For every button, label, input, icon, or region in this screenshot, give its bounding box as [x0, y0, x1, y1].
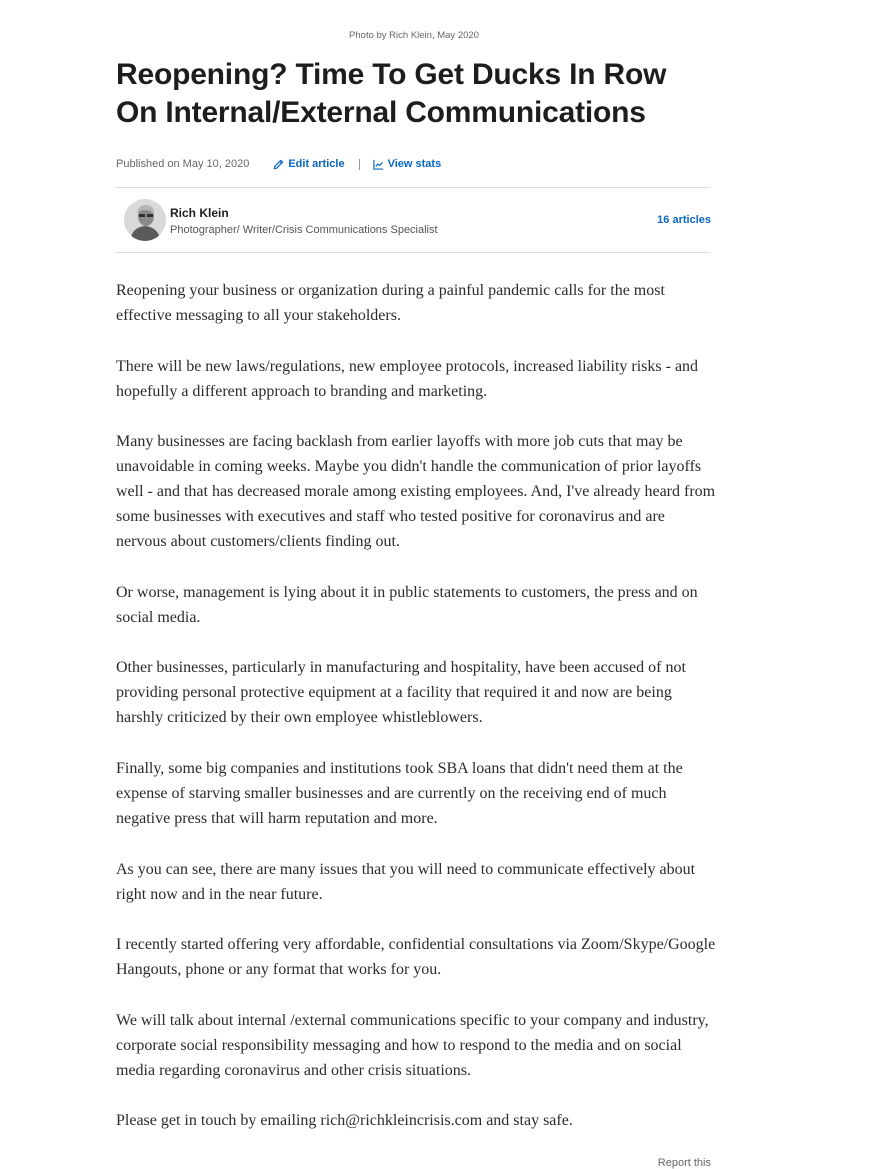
edit-article-link[interactable] [273, 158, 344, 170]
report-link[interactable]: Report this [657, 1157, 711, 1169]
edit-article-label: Edit article [288, 158, 345, 170]
body-paragraph: Or worse, management is lying about it in public statements to customers, the press and on social media. [116, 583, 698, 626]
author-card [116, 187, 711, 253]
pencil-icon [273, 159, 284, 170]
body-paragraph: Reopening your business or organization during a painful pandemic calls for the most effective messaging to all your stakeholders. [116, 282, 665, 324]
body-paragraph: Other businesses, particularly in manufacturing and hospitality, have been accused of not providing personal protective equipment at a facility that required it and now are being harshly criticized by their own employee whistleblowers. [116, 659, 686, 727]
view-stats-link[interactable] [373, 158, 442, 170]
body-paragraph: There will be new laws/regulations, new employee protocols, increased liability risks - and hopefully a different approach to branding and marketing. [116, 357, 699, 400]
published-date: Published on May 10, 2020 [116, 158, 250, 170]
article-body [116, 278, 716, 1159]
body-paragraph: As you can see, there are many issues that you will need to communicate effectively about right now and in the near future. [116, 860, 696, 903]
view-stats-label: View stats [387, 158, 442, 170]
author-avatar[interactable] [124, 199, 166, 241]
body-paragraph: I recently started offering very affordable, confidential consultations via Zoom/Skype/Google Hangouts, phone or any format that works for you. [116, 936, 716, 979]
author-name[interactable]: Rich Klein [170, 206, 229, 220]
meta-divider [359, 159, 360, 170]
chart-line-icon [373, 159, 384, 170]
article-title: Reopening? Time To Get Ducks In Row On Internal/External Communications [116, 58, 667, 129]
author-articles-link[interactable]: 16 articles [657, 214, 711, 226]
body-paragraph: Finally, some big companies and institutions took SBA loans that didn't need them at the expense of starving smaller businesses and are currently on the receiving end of much negative press that will harm reputation and more. [116, 759, 683, 827]
photo-credit: Photo by Rich Klein, May 2020 [349, 30, 479, 41]
avatar-photo-icon [124, 199, 166, 241]
article-meta [116, 157, 441, 171]
body-paragraph: We will talk about internal /external communications specific to your company and industry, corporate social responsibility messaging and how to respond to the media and on social media regarding coronavirus and other crisis situations. [116, 1011, 709, 1079]
author-headline: Photographer/ Writer/Crisis Communications Specialist [170, 224, 438, 236]
body-paragraph: Many businesses are facing backlash from earlier layoffs with more job cuts that may be unavoidable in coming weeks. Maybe you didn't handle the communication of prior layoffs well - and that has decreased morale among existing employees. And, I've already heard from some businesses with executives and staff who tested positive for coronavirus and are nervous about customers/clients finding out. [116, 433, 716, 551]
body-paragraph: Please get in touch by emailing rich@richkleincrisis.com and stay safe. [116, 1112, 573, 1130]
